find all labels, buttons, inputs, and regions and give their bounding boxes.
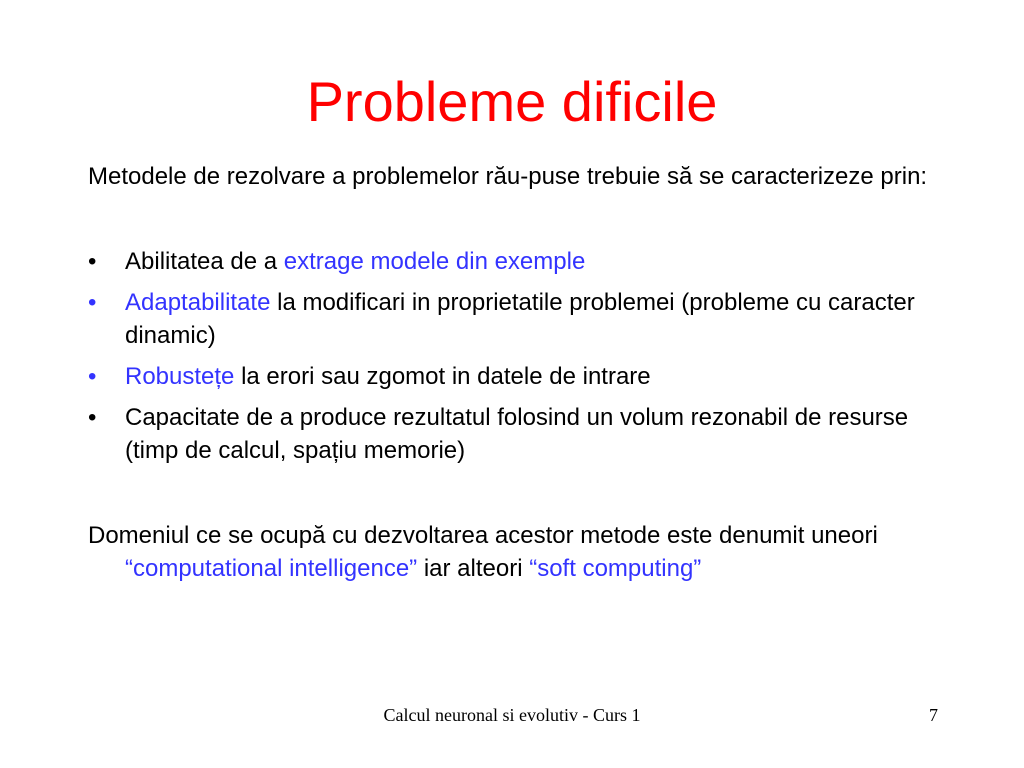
- bullet-highlight: Adaptabilitate: [125, 289, 271, 316]
- bullet-list: [88, 245, 948, 467]
- bullet-text: Abilitatea de a: [125, 248, 284, 275]
- page-number: 7: [929, 705, 938, 725]
- bullet-item: [88, 360, 948, 393]
- term-computational-intelligence: “computational intelligence”: [125, 555, 418, 582]
- bullet-marker: •: [88, 289, 97, 316]
- bullet-item: [88, 286, 948, 352]
- bullet-text: Capacitate de a produce rezultatul folosind un volum rezonabil de resurse (timp de calcul, spațiu memorie): [125, 404, 909, 464]
- bullet-item: [88, 401, 948, 467]
- intro-paragraph: Metodele de rezolvare a problemelor rău-puse trebuie să se caracterizeze prin:: [88, 163, 928, 190]
- bullet-item: [88, 245, 948, 278]
- slide-title: Probleme dificile: [306, 70, 718, 133]
- bullet-text-rest: la erori sau zgomot in datele de intrare: [234, 363, 651, 390]
- bullet-highlight: extrage modele din exemple: [283, 248, 586, 275]
- bullet-marker: •: [88, 363, 97, 390]
- spacer: [88, 475, 948, 519]
- spacer: [88, 193, 948, 245]
- closing-text-middle: iar alteori: [417, 555, 530, 582]
- bullet-marker: •: [88, 404, 97, 431]
- slide-body: [88, 160, 948, 585]
- bullet-highlight: Robustețe: [125, 363, 235, 390]
- bullet-text-rest: la modificari in proprietatile problemei (probleme cu caracter dinamic): [125, 289, 915, 349]
- footer-course-name: Calcul neuronal si evolutiv - Curs 1: [383, 705, 641, 725]
- closing-paragraph: [88, 519, 948, 585]
- term-soft-computing: “soft computing”: [529, 555, 702, 582]
- closing-text: Domeniul ce se ocupă cu dezvoltarea acestor metode este denumit uneori: [88, 522, 878, 549]
- bullet-marker: •: [88, 248, 97, 275]
